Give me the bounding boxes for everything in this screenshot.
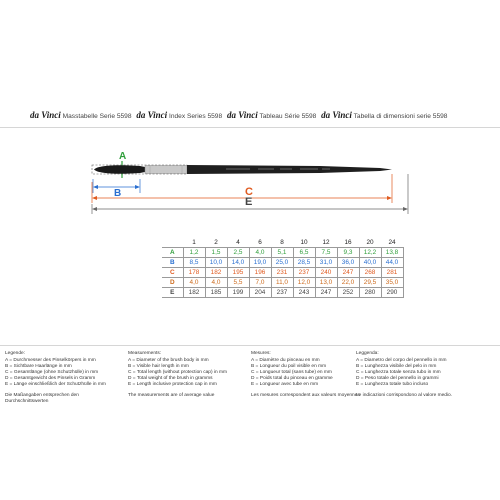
table-cell: 182 xyxy=(205,268,227,278)
table-row-a xyxy=(162,248,403,258)
table-cell: 28,5 xyxy=(293,258,315,268)
dimension-c-label: C xyxy=(245,186,253,198)
table-cell: 10,0 xyxy=(205,258,227,268)
table-cell: 243 xyxy=(293,288,315,298)
table-cell: 280 xyxy=(359,288,381,298)
table-cell: 29,5 xyxy=(359,278,381,288)
legend-line: D = Poids total du pinceau en gramme xyxy=(251,376,333,381)
table-cell: 14,0 xyxy=(227,258,249,268)
legend-note: The measurements are of average value xyxy=(128,393,215,398)
table-cell: 268 xyxy=(359,268,381,278)
header-title-de: Masstabelle Serie 5598 xyxy=(62,113,132,120)
table-cell: 19,0 xyxy=(249,258,271,268)
table-cell: 44,0 xyxy=(381,258,403,268)
table-cell: 8,5 xyxy=(183,258,205,268)
dimension-a-label: A xyxy=(119,151,127,162)
table-cell: 4,0 xyxy=(183,278,205,288)
size-header: 12 xyxy=(315,238,337,248)
size-header: 2 xyxy=(205,238,227,248)
table-cell: 1,5 xyxy=(205,248,227,258)
table-cell: 5,5 xyxy=(227,278,249,288)
table-row-e xyxy=(162,288,403,298)
table-cell: 12,2 xyxy=(359,248,381,258)
legend-title: Mesures: xyxy=(251,351,271,356)
legend-fr xyxy=(251,351,363,399)
table-cell: 247 xyxy=(337,268,359,278)
table-cell: 40,0 xyxy=(359,258,381,268)
table-cell: 290 xyxy=(381,288,403,298)
table-cell: 4,0 xyxy=(205,278,227,288)
table-cell: 281 xyxy=(381,268,403,278)
brand-logo: da Vinci xyxy=(226,110,258,120)
table-cell: 199 xyxy=(227,288,249,298)
legend-line: C = Gesamtlänge (ohne Schutzhülle) in mm xyxy=(5,370,99,375)
legend-title: Measurements: xyxy=(128,351,162,356)
table-cell: 237 xyxy=(293,268,315,278)
table-cell: 196 xyxy=(249,268,271,278)
table-cell: 12,0 xyxy=(293,278,315,288)
legend-line: E = Länge einschließlich der Schutzhülle in mm xyxy=(5,382,106,387)
table-cell: 13,0 xyxy=(315,278,337,288)
header-title-en: Index Series 5598 xyxy=(168,113,223,120)
legend-line: C = Total length (without protection cap) in mm xyxy=(128,370,227,375)
legend-line: A = Durchmesser des Pinselkörpers in mm xyxy=(5,358,96,363)
legend-line: C = Longueur total (sans tube) en mm xyxy=(251,370,332,375)
legend-line: C = Lunghezza totale senza tubo in mm xyxy=(356,370,441,375)
header-title-it: Tabella di dimensioni serie 5598 xyxy=(353,113,448,120)
row-label: E xyxy=(162,288,183,298)
table-cell: 35,0 xyxy=(381,278,403,288)
table-cell: 195 xyxy=(227,268,249,278)
divider xyxy=(0,345,500,346)
legend-line: A = Diameter of the brush body in mm xyxy=(128,358,209,363)
table-cell: 7,0 xyxy=(249,278,271,288)
legend-note: Le indicazioni corrispondono al valore medio. xyxy=(356,393,452,398)
legend-en xyxy=(128,351,240,399)
brush-handle xyxy=(187,165,392,174)
table-cell: 25,0 xyxy=(271,258,293,268)
table-cell: 22,0 xyxy=(337,278,359,288)
table-cell: 231 xyxy=(271,268,293,278)
dimension-b-label: B xyxy=(114,188,122,199)
table-cell: 204 xyxy=(249,288,271,298)
brush-diagram xyxy=(0,130,500,230)
legend-it xyxy=(356,351,468,399)
brand-logo: da Vinci xyxy=(30,110,61,120)
legend-line: B = Sichtbare Haarlänge in mm xyxy=(5,364,72,369)
dimension-table xyxy=(162,238,404,298)
table-cell: 252 xyxy=(337,288,359,298)
legend-line: E = Lunghezza totale tubo incluso xyxy=(356,382,429,387)
table-cell: 2,5 xyxy=(227,248,249,258)
legend-line: D = Peso totale del pennello in grammi xyxy=(356,376,439,381)
table-cell: 31,0 xyxy=(315,258,337,268)
legend-title: Leggenda: xyxy=(356,351,379,356)
legend-line: A = Diametro del corpo del pennello in mm xyxy=(356,358,447,363)
legend-de xyxy=(5,351,117,405)
legend-line: B = Longueur du poil visible en mm xyxy=(251,364,327,369)
brush-hair xyxy=(94,165,145,174)
table-row-c xyxy=(162,268,403,278)
size-header: 1 xyxy=(183,238,205,248)
legend-line: A = Diamètre du pinceau en mm xyxy=(251,358,320,363)
row-label: D xyxy=(162,278,183,288)
table-cell: 178 xyxy=(183,268,205,278)
table-cell: 1,2 xyxy=(183,248,205,258)
size-header: 24 xyxy=(381,238,403,248)
brand-logo: da Vinci xyxy=(321,110,352,120)
size-header: 20 xyxy=(359,238,381,248)
table-cell: 185 xyxy=(205,288,227,298)
legend-line: E = Length inclusive protection cap in mm xyxy=(128,382,217,387)
table-row-d xyxy=(162,278,403,288)
header-title-fr: Tableau Série 5598 xyxy=(259,113,317,120)
table-cell: 11,0 xyxy=(271,278,293,288)
table-cell: 9,3 xyxy=(337,248,359,258)
size-header: 4 xyxy=(227,238,249,248)
table-cell: 240 xyxy=(315,268,337,278)
size-header: 8 xyxy=(271,238,293,248)
legend-line: D = Gesamtgewicht des Pinsels in Gramm xyxy=(5,376,96,381)
row-label: B xyxy=(162,258,183,268)
row-label: A xyxy=(162,248,183,258)
table-row-b xyxy=(162,258,403,268)
divider xyxy=(0,127,500,128)
legend-line: B = Lunghezza visibile del pelo in mm xyxy=(356,364,437,369)
table-cell: 5,1 xyxy=(271,248,293,258)
table-header-row xyxy=(162,238,403,248)
table-cell: 4,0 xyxy=(249,248,271,258)
dimension-e-label: E xyxy=(245,196,253,208)
brush-ferrule xyxy=(145,166,187,174)
legend-title: Legende: xyxy=(5,351,26,356)
size-header: 6 xyxy=(249,238,271,248)
series-header xyxy=(30,108,490,122)
table-cell: 182 xyxy=(183,288,205,298)
table-cell: 13,8 xyxy=(381,248,403,258)
row-label: C xyxy=(162,268,183,278)
legend-note: Les mesures correspondent aux valeurs moyennes xyxy=(251,393,360,398)
table-cell: 7,5 xyxy=(315,248,337,258)
size-header: 16 xyxy=(337,238,359,248)
table-cell: 36,0 xyxy=(337,258,359,268)
table-cell: 237 xyxy=(271,288,293,298)
size-header: 10 xyxy=(293,238,315,248)
legend-note: Die Maßangaben entsprechen den Durchschnittswerten xyxy=(5,393,79,404)
brand-logo: da Vinci xyxy=(136,110,168,120)
legend-line: E = Longueur avec tube en mm xyxy=(251,382,319,387)
table-cell: 247 xyxy=(315,288,337,298)
legend-line: B = Visible hair length in mm xyxy=(128,364,189,369)
table-cell: 6,5 xyxy=(293,248,315,258)
legend-line: D = Total weight of the brush in gramms xyxy=(128,376,213,381)
